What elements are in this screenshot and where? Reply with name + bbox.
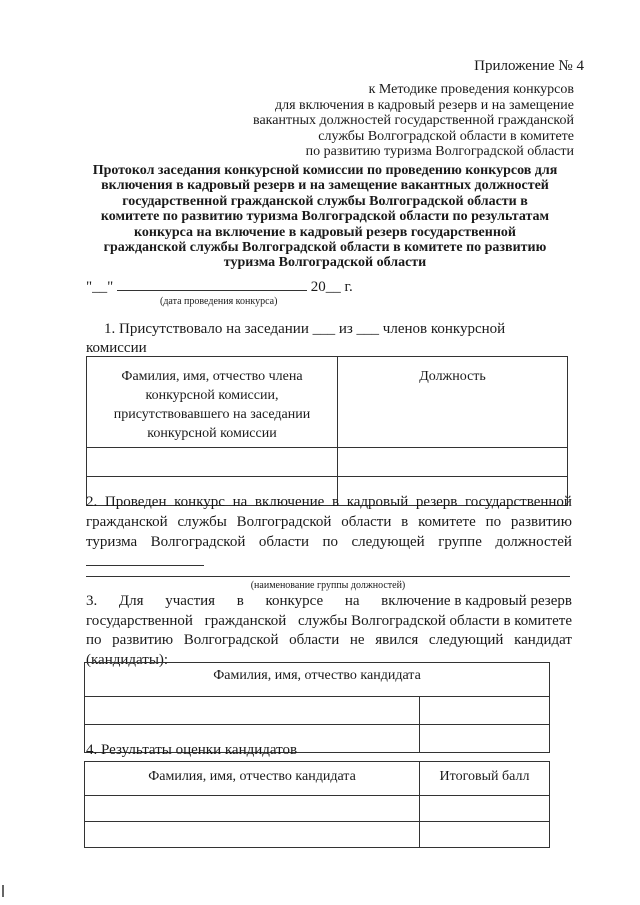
- commission-members-table: [86, 356, 568, 506]
- word: службы: [177, 514, 227, 530]
- word: кандидат: [514, 632, 572, 648]
- table-row: [87, 448, 568, 477]
- method-line: службы Волгоградской области в комитете: [318, 128, 574, 144]
- word: резерв: [415, 494, 458, 510]
- header-line: конкурсной комиссии: [147, 426, 277, 441]
- table-header-row: [87, 357, 568, 448]
- title-line: комитете по развитию туризма Волгоградской области по результатам: [100, 209, 550, 225]
- word: кадровый: [346, 494, 409, 510]
- word: службы Волгоградской области в комитете: [298, 612, 572, 629]
- text-line: (кандидаты):: [86, 651, 169, 668]
- date-caption: (дата проведения конкурса): [160, 296, 278, 307]
- method-line: по развитию туризма Волгоградской области: [305, 144, 574, 159]
- method-line: вакантных должностей государственной гражданской: [253, 113, 574, 128]
- section2-text: [86, 492, 572, 572]
- table-cell[interactable]: [420, 725, 550, 753]
- text-line: [86, 492, 572, 512]
- table-row: [85, 697, 550, 725]
- title-line: туризма Волгоградской области: [223, 255, 427, 271]
- column-header-candidate: Фамилия, имя, отчество кандидата: [85, 663, 550, 697]
- title-line: конкурса на включение в кадровый резерв государственной: [134, 224, 516, 240]
- word: явился: [375, 632, 419, 648]
- word: в: [331, 494, 340, 510]
- word: группе: [438, 534, 482, 550]
- date-day: "__": [86, 279, 114, 295]
- table-cell[interactable]: [420, 796, 550, 822]
- column-header-score: Итоговый балл: [420, 762, 550, 796]
- results-table: [84, 761, 550, 848]
- date-year: 20__ г.: [310, 279, 353, 295]
- section1-text-cont: комиссии: [86, 340, 147, 356]
- group-caption: (наименование группы должностей): [250, 580, 406, 591]
- word: по: [322, 534, 339, 550]
- method-reference: [194, 82, 574, 160]
- table-header-row: [85, 762, 550, 796]
- word: Проведен: [104, 494, 167, 510]
- table-row: [85, 796, 550, 822]
- word: не: [349, 632, 365, 648]
- word: следующий: [428, 632, 504, 648]
- text-line: [86, 552, 572, 572]
- title-line: гражданской службы Волгоградской области в комитете по развитию: [103, 240, 547, 256]
- date-month-blank: [117, 290, 307, 291]
- word: Для: [118, 593, 144, 609]
- table-cell[interactable]: [85, 697, 420, 725]
- word: включение в кадровый резерв: [381, 593, 572, 609]
- header-line: конкурсной комиссии,: [145, 388, 279, 403]
- appendix-number: Приложение № 4: [474, 58, 584, 74]
- column-header-candidate: Фамилия, имя, отчество кандидата: [85, 762, 420, 796]
- date-line: [86, 279, 353, 296]
- word: по: [86, 632, 102, 648]
- title-line: включения в кадровый резерв и на замещение вакантных должностей: [101, 178, 549, 194]
- word: Волгоградской: [236, 514, 332, 530]
- word: развитию: [510, 514, 572, 530]
- word: гражданской: [86, 514, 168, 530]
- word: должностей: [495, 534, 572, 550]
- scan-mark: [2, 885, 4, 897]
- section1-text: 1. Присутствовало на заседании ___ из ___ членов конкурсной: [104, 321, 506, 337]
- table-cell[interactable]: [85, 796, 420, 822]
- word: государственной: [465, 494, 572, 510]
- word: государственной: [86, 612, 193, 629]
- word: Волгоградской: [183, 632, 279, 648]
- word: области: [289, 632, 340, 648]
- table-cell[interactable]: [87, 448, 338, 477]
- word: комитете: [418, 514, 476, 530]
- section3-text: [86, 592, 572, 670]
- text-line: [86, 612, 572, 632]
- table-cell[interactable]: [338, 448, 568, 477]
- word: в: [236, 593, 244, 609]
- word: на: [232, 494, 248, 510]
- protocol-title: [70, 163, 580, 271]
- absent-candidates-table: [84, 662, 550, 753]
- word: гражданской: [204, 612, 287, 629]
- column-header-position: Должность: [338, 357, 568, 448]
- method-line: для включения в кадровый резерв и на замещение: [274, 97, 574, 113]
- title-line: государственной гражданской службы Волгоградской области в: [122, 193, 528, 209]
- table-header-row: [85, 663, 550, 697]
- word: конкурс: [174, 494, 225, 510]
- word: области: [341, 514, 392, 530]
- word: Волгоградской: [150, 534, 246, 550]
- word: по: [485, 514, 502, 530]
- word: конкурсе: [265, 593, 324, 609]
- table-cell[interactable]: [420, 822, 550, 848]
- column-header-member: [87, 357, 338, 448]
- text-line: [86, 532, 572, 552]
- word: на: [344, 593, 360, 609]
- word: участия: [165, 593, 216, 609]
- table-row: [85, 822, 550, 848]
- word: в: [401, 514, 409, 530]
- section4-title: 4. Результаты оценки кандидатов: [86, 742, 298, 758]
- word: 2.: [86, 494, 98, 510]
- word: включение: [254, 494, 325, 510]
- word: 3.: [86, 593, 98, 609]
- table-cell[interactable]: [420, 697, 550, 725]
- header-line: присутствовавшего на заседании: [113, 407, 311, 422]
- title-line: Протокол заседания конкурсной комиссии по проведению конкурсов для: [92, 163, 558, 178]
- header-line: Фамилия, имя, отчество члена: [121, 369, 303, 384]
- word: области: [258, 534, 310, 550]
- method-line: к Методике проведения конкурсов: [368, 82, 574, 97]
- text-line: [86, 512, 572, 532]
- table-cell[interactable]: [85, 822, 420, 848]
- word: следующей: [351, 534, 425, 550]
- group-name-line: [86, 576, 570, 577]
- text-line: [86, 592, 572, 612]
- group-blank: [86, 565, 204, 566]
- word: развитию: [112, 632, 174, 648]
- word: туризма: [86, 534, 138, 550]
- text-line: [86, 631, 572, 651]
